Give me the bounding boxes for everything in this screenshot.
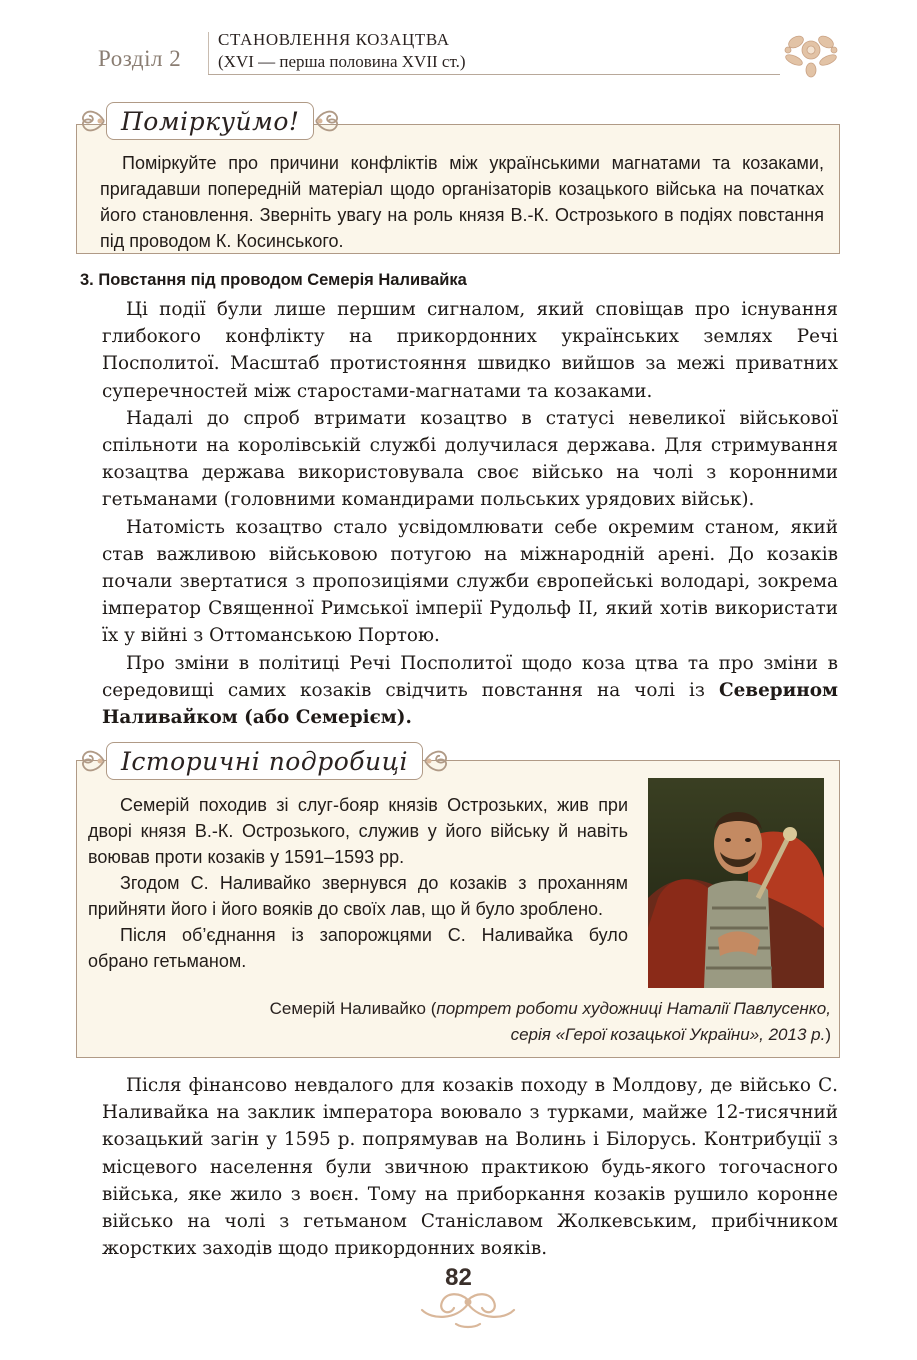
paragraph: Натомість козацтво стало усвідомлювати себе окремим станом, який став важливою військовою потугою на міжнародній арені. До козаків почали звертатися з пропозиціями служби європейські володарі, зокрема імператор Священної Римської імперії Рудольф II, який хотів використати їх у війні з Оттоманською Портою. [102,516,838,647]
bold-term: Северином Наливайком (або Семерієм). [102,679,838,729]
caption-italic: портрет роботи художниці Наталії Павлусенко, [436,999,831,1018]
paragraph: Після фінансово невдалого для козаків походу в Молдову, де військо С. Наливайка на заклик імператора воювало з турками, майже 12-тисячний козацький загін у 1595 р. попрямував на Волинь і Білорусь. Контрибуції з місцевого населення були звичною практикою будь-якого тогочасного війська, яке жило з воєн. Тому на приборкання козаків рушило коронне військо на чолі з гетьманом Станіславом Жолкевським, прибічником жорстких заходів щодо прикордонних вояків. [102,1075,838,1260]
paragraph-text: Про зміни в політиці Речі Посполитої щодо коза цтва та про зміни в середовищі самих козаків свідчить повстання на чолі із [102,652,838,701]
think-box-text: Поміркуйте про причини конфліктів між українськими магнатами та козаками, пригадавши попередній матеріал щодо організаторів козацького війська на початках його становлення. Зверніть увагу на роль князя В.-К. Острозького в подіях повстання під проводом К. Косинського. [100,153,824,251]
think-box-title: Поміркуймо! [106,102,314,140]
header-rule [208,74,780,75]
section-body [102,296,838,731]
scroll-ornament-icon [423,743,449,779]
chapter-subtitle: (XVI — перша половина XVII ст.) [218,52,466,71]
portrait-image [648,778,824,988]
portrait-caption [270,996,831,1048]
caption-close: ) [825,1025,831,1044]
section-heading: 3. Повстання під проводом Семерія Наливайка [80,271,467,289]
scroll-ornament-icon [314,103,340,139]
caption-name: Семерій Наливайко ( [269,999,437,1018]
scroll-ornament-icon [80,743,106,779]
page-number: 82 [445,1264,472,1291]
header-divider [208,32,209,74]
paragraph: Надалі до спроб втримати козацтво в статусі невеликої військової спільноти на королівській службі долучилася держава. Для стримування козацтва держава використовувала своє військо на чолі з коронними гетьманами (головними командирами польських урядових військ). [102,407,838,511]
paragraph: Згодом С. Наливайко звернувся до козаків з проханням прийняти його і його вояків до своїх лав, що й було зроблено. [88,873,628,919]
paragraph: Семерій походив зі слуг-бояр князів Острозьких, жив при дворі князя В.-К. Острозького, служив у його війську й навіть воював проти козаків у 1591–1593 рр. [88,795,628,867]
history-box-title: Історичні подробиці [106,742,423,780]
floral-ornament-icon [782,28,840,78]
chapter-title: СТАНОВЛЕННЯ КОЗАЦТВА [218,30,450,49]
paragraph: Ці події були лише першим сигналом, який сповіщав про існування глибокого конфлікту на прикордонних українських землях Речі Посполитої. Масштаб протистояння швидко вийшов за межі приватних суперечностей між старостами-магнатами та козаками. [102,299,838,402]
history-box-text [88,792,628,974]
closing-body [102,1072,838,1262]
paragraph: Після об’єднання із запорожцями С. Наливайка було обрано гетьманом. [88,925,628,971]
paragraph [102,650,838,732]
footer-ornament-icon [416,1290,520,1330]
scroll-ornament-icon [80,103,106,139]
section-label: Розділ 2 [98,46,182,71]
history-box-tab [80,741,449,781]
caption-italic: серія «Герої козацької України», 2013 р. [510,1025,826,1044]
think-box-tab [80,101,340,141]
